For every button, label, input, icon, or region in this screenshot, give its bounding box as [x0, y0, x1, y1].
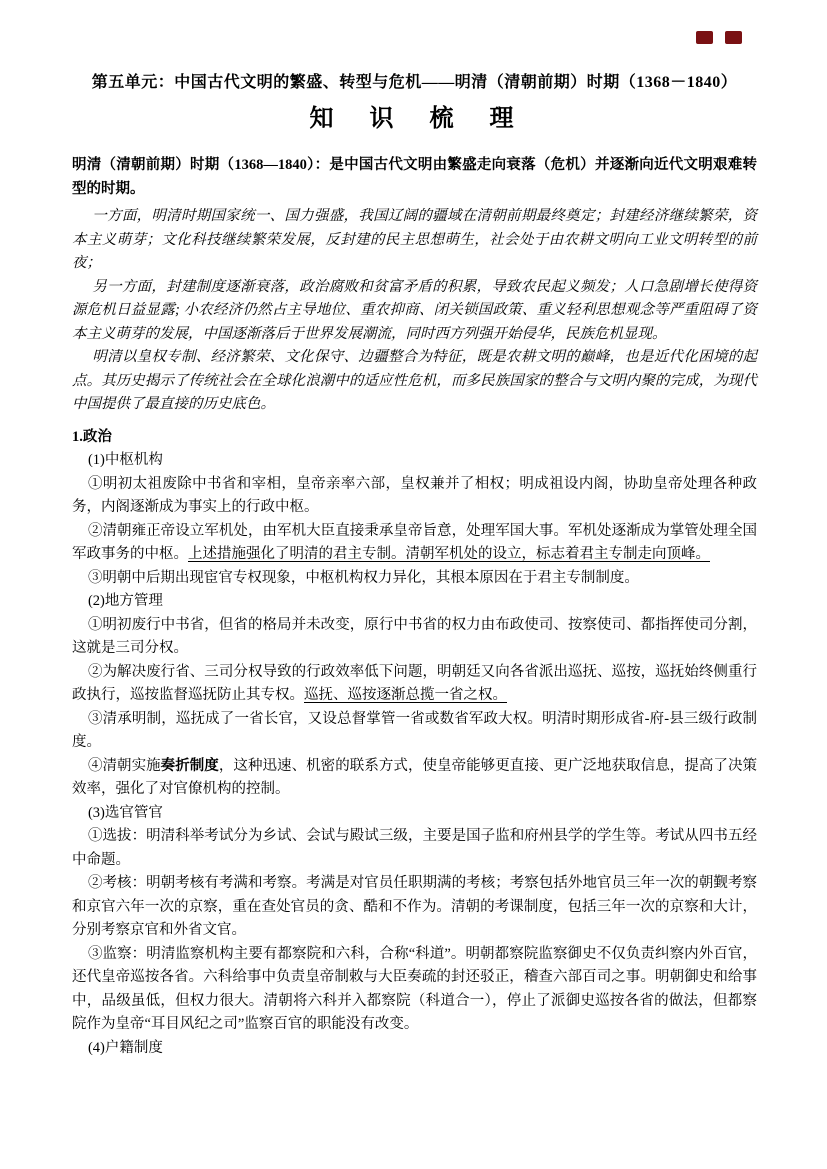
central-organs-item-3	[72, 567, 757, 591]
text-segment: 一方面，明清时期国家统一、国力强盛，我国辽阔的疆域在清朝前期最终奠定；封建经济继续繁荣，资本主义萌芽；文化科技继续繁荣发展，反封建的民主思想萌生，社会处于由农耕文明向工业文明转型的前夜；	[72, 208, 757, 271]
document-subtitle: 知 识 梳 理	[309, 106, 520, 132]
text-segment: ②清朝雍正帝设立军机处，由军机大臣直接秉承皇帝旨意，处理军国大事。军机处逐渐成为掌管处理全国军政事务的中枢。	[72, 522, 757, 562]
subsection-local-governance	[72, 590, 757, 614]
text-segment: 另一方面，封建制度逐渐衰落，政治腐败和贫富矛盾的积累，导致农民起义频发；人口急剧增长使得资源危机日益显露; 小农经济仍然占主导地位、重农抑商、闭关锁国政策、重义轻利思想观念等严重阻碍了资本主义萌芽的发展，中国逐渐落后于世界发展潮流，同时西方列强开始侵华，民族危机显现。	[72, 278, 757, 342]
text-segment: (3)选官管官	[87, 804, 163, 821]
text-segment: ②为解决废行省、三司分权导致的行政效率低下问题，明朝廷又向各省派出巡抚、巡按，巡抚始终侧重行政执行，巡按监督巡抚防止其专权。	[72, 663, 757, 703]
text-segment: 明清以皇权专制、经济繁荣、文化保守、边疆整合为特征，既是农耕文明的巅峰，也是近代化困境的起点。其历史揭示了传统社会在全球化浪潮中的适应性危机，而多民族国家的整合与文明内聚的完成，为现代中国提供了最直接的历史底色。	[72, 349, 757, 412]
selection-item-2	[72, 872, 757, 943]
text-segment: ③监察：明清监察机构主要有都察院和六科，合称“科道”。明朝都察院监察御史不仅负责纠察内外百官，还代皇帝巡按各省。六科给事中负责皇帝制敕与大臣奏疏的封还驳正，稽查六部百司之事。明朝御史和给事中，品级虽低，但权力很大。清朝将六科并入都察院（科道合一），停止了派御史巡按各省的做法，但都察院作为皇帝“耳目风纪之司”监察百官的职能没有改变。	[72, 945, 757, 1032]
text-segment: 1.政治	[72, 428, 112, 445]
local-governance-item-2	[72, 661, 757, 708]
text-segment: ③明朝中后期出现宦官专权现象，中枢机构权力异化，其根本原因在于君主专制制度。	[87, 569, 639, 586]
subsection-household-registration	[72, 1037, 757, 1061]
local-governance-item-4	[72, 755, 757, 802]
text-segment: 上述措施强化了明清的君主专制。清朝军机处的设立，标志着君主专制走向顶峰。	[188, 546, 710, 562]
document-title: 第五单元：中国古代文明的繁盛、转型与危机――明清（清朝前期）时期（1368－1840）	[91, 74, 738, 91]
text-segment: (2)地方管理	[87, 593, 163, 609]
text-segment: 奏折制度	[160, 757, 219, 774]
corner-stamp-right	[725, 31, 742, 44]
text-segment: (4)户籍制度	[87, 1039, 163, 1056]
selection-item-1	[72, 825, 757, 872]
text-segment: (1)中枢机构	[87, 452, 163, 468]
corner-stamp-left	[696, 31, 713, 44]
text-segment: 明清（清朝前期）时期（1368—1840）：是中国古代文明由繁盛走向衰落（危机）并逐渐向近代文明艰难转型的时期。	[72, 157, 757, 197]
document-body	[72, 154, 757, 1060]
central-organs-item-2	[72, 520, 757, 567]
subsection-central-organs	[72, 449, 757, 473]
subsection-official-selection	[72, 802, 757, 826]
text-segment: ①选拔：明清科举考试分为乡试、会试与殿试三级，主要是国子监和府州县学的学生等。考试从四书五经中命题。	[72, 828, 757, 868]
text-segment: ①明初废行中书省，但省的格局并未改变，原行中书省的权力由布政使司、按察使司、都指挥使司分割，这就是三司分权。	[72, 616, 757, 656]
text-segment: ，这种迅速、机密的联系方式，使皇帝能够更直接、更广泛地获取信息，提高了决策效率，强化了对官僚机构的控制。	[72, 757, 758, 797]
selection-item-3	[72, 943, 757, 1037]
local-governance-item-1	[72, 614, 757, 661]
text-segment: ②考核：明朝考核有考满和考察。考满是对官员任职期满的考核；考察包括外地官员三年一次的朝觐考察和京官六年一次的京察，重在查处官员的贪、酷和不作为。清朝的考课制度，包括三年一次的京察和大计，分别考察京官和外省文官。	[72, 875, 757, 938]
intro-definition	[72, 154, 757, 201]
commentary-aspect-two	[72, 276, 757, 347]
commentary-summary	[72, 346, 757, 417]
text-segment: ③清承明制，巡抚成了一省长官，又设总督掌管一省或数省军政大权。明清时期形成省-府-县三级行政制度。	[72, 710, 757, 750]
local-governance-item-3	[72, 708, 757, 755]
text-segment: ④清朝实施	[87, 757, 161, 774]
text-segment: 巡抚、巡按逐渐总揽一省之权。	[304, 687, 507, 703]
central-organs-item-1	[72, 473, 757, 520]
text-segment: ①明初太祖废除中书省和宰相，皇帝亲率六部，皇权兼并了相权；明成祖设内阁，协助皇帝处理各种政务，内阁逐渐成为事实上的行政中枢。	[72, 475, 757, 515]
section-politics	[72, 426, 757, 450]
commentary-aspect-one	[72, 205, 757, 276]
